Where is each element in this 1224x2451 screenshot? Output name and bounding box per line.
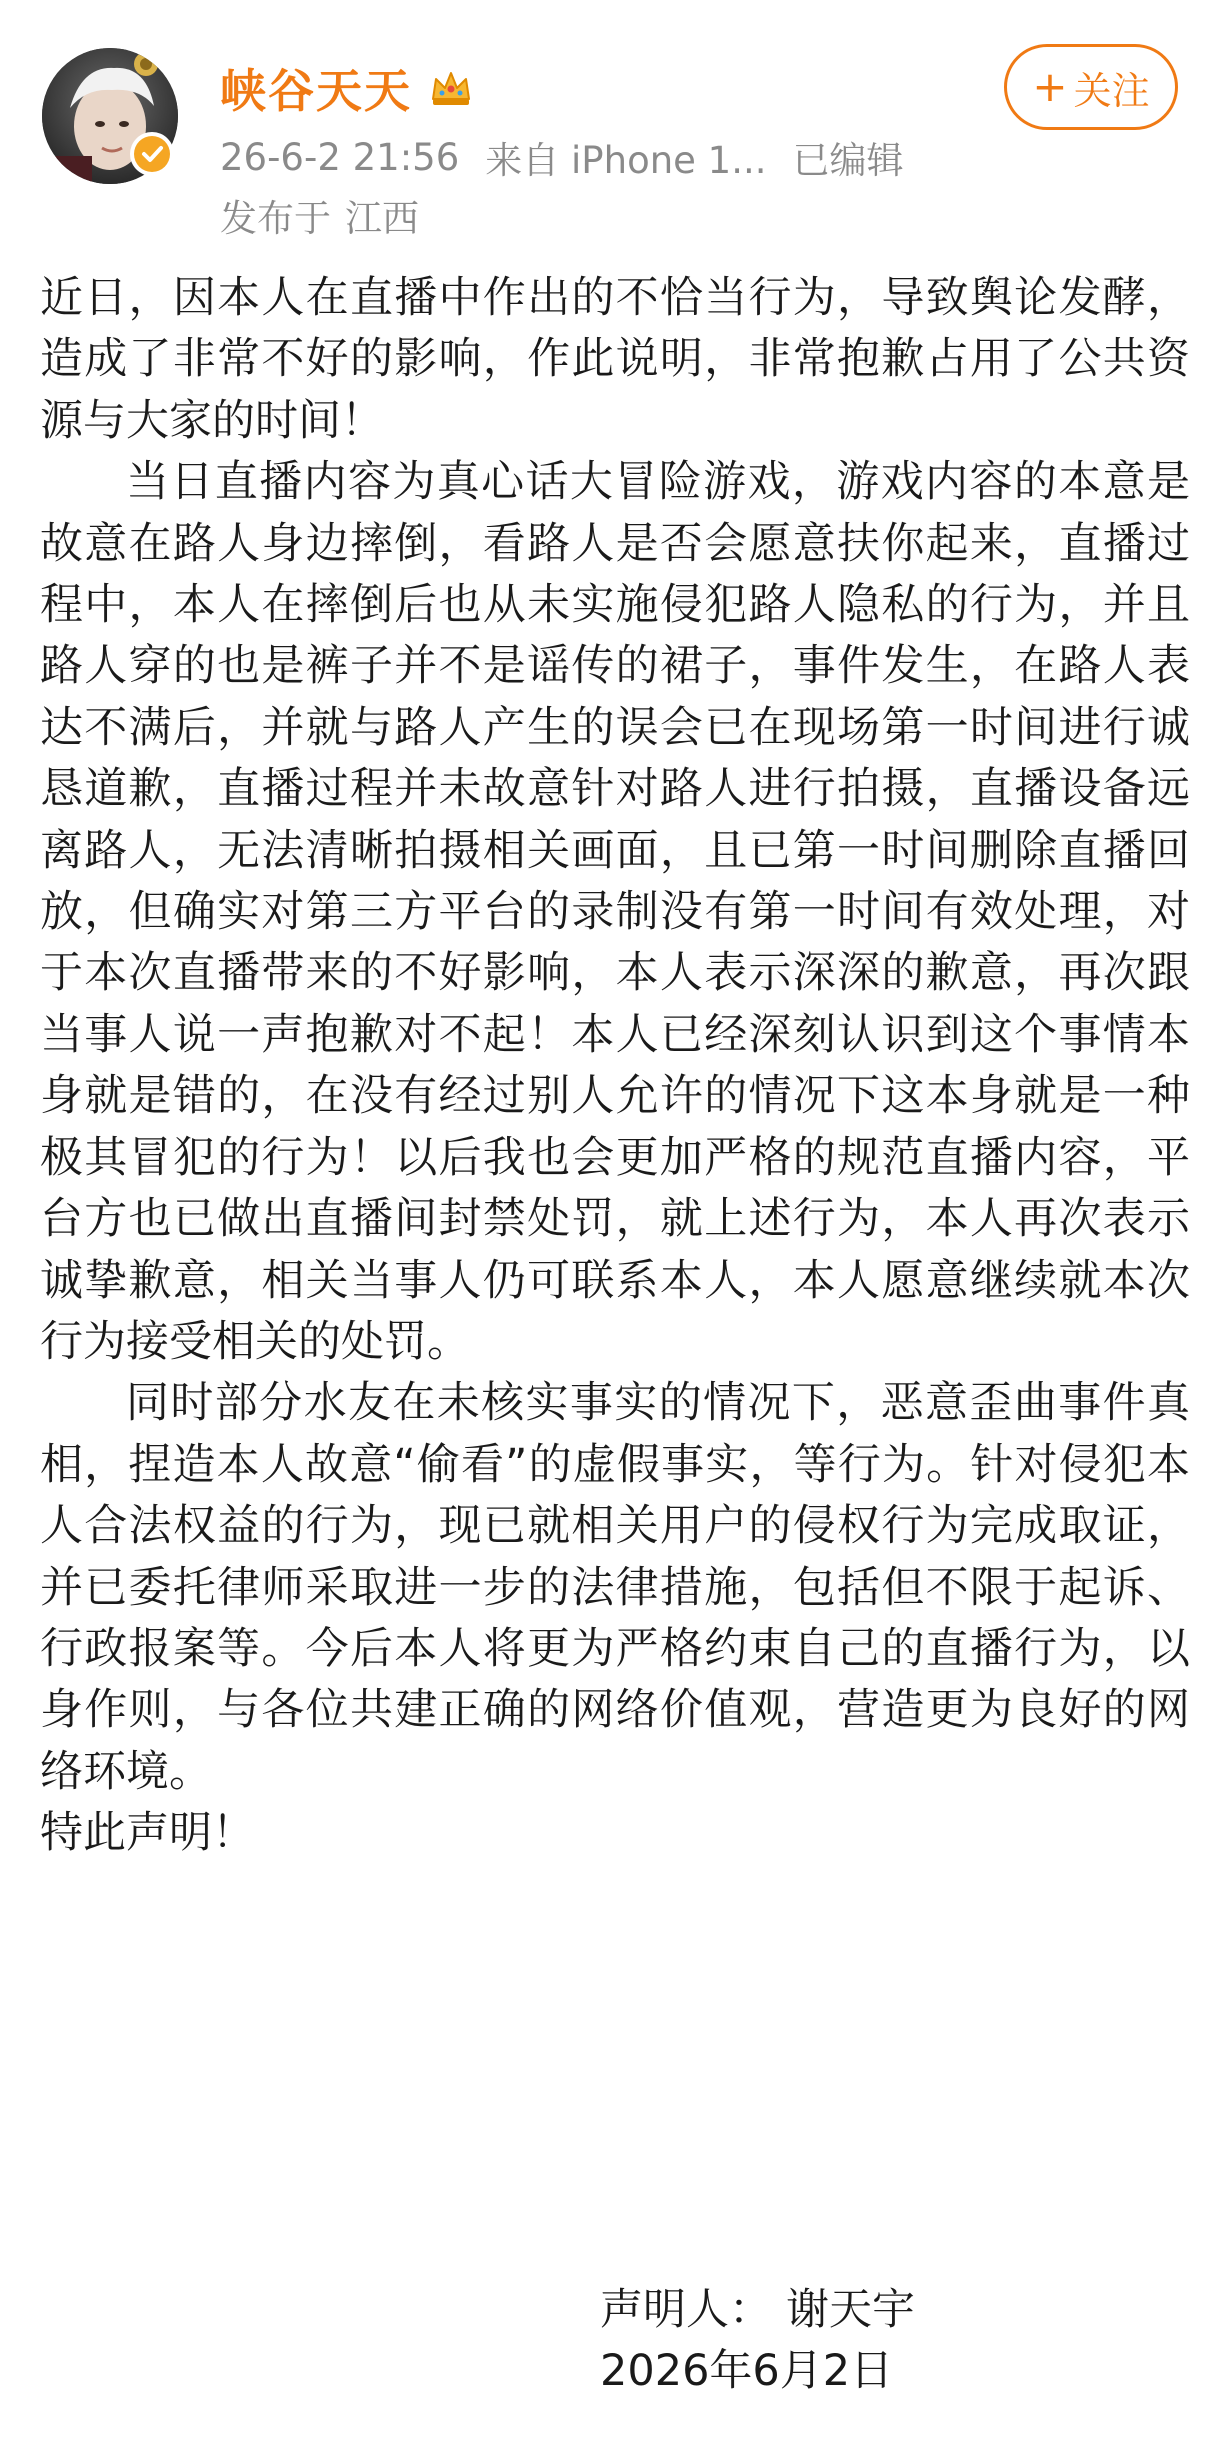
post-source[interactable]: 来自 iPhone 1...: [485, 139, 767, 182]
plus-icon: +: [1032, 62, 1068, 111]
location-label: 发布于: [220, 197, 331, 240]
verified-badge-icon: [130, 132, 174, 176]
follow-label: 关注: [1073, 68, 1150, 113]
statement-paragraph-3: 同时部分水友在未核实事实的情况下，恶意歪曲事件真相，捏造本人故意“偷看”的虚假事实，等行为。针对侵犯本人合法权益的行为，现已就相关用户的侵权行为完成取证，并已委托律师采取进一步的法律措施，包括但不限于起诉、行政报案等。今后本人将更为严格约束自己的直播行为，以身作则，与各位共建正确的网络价值观，营造更为良好的网络环境。: [40, 1378, 1190, 1797]
statement-paragraph-1: 近日，因本人在直播中作出的不恰当行为，导致舆论发酵，造成了非常不好的影响，作此说明，非常抱歉占用了公共资源与大家的时间！: [40, 273, 1190, 446]
statement-date: 2026年6月2日: [600, 2346, 894, 2397]
post-meta: [220, 132, 904, 182]
post-content: [40, 268, 1190, 1865]
username[interactable]: 峡谷天天: [220, 64, 412, 118]
location-value: 江西: [345, 197, 419, 240]
signer-name: 谢天宇: [786, 2285, 915, 2335]
crown-icon[interactable]: [428, 65, 474, 111]
post-timestamp: 26-6-2 21:56: [220, 135, 460, 179]
follow-button[interactable]: [1004, 44, 1178, 130]
signer-label: 声明人：: [600, 2285, 772, 2335]
username-row: [220, 52, 474, 124]
statement-closing: 特此声明！: [40, 1808, 255, 1859]
statement-signature: [600, 2280, 915, 2403]
edited-label[interactable]: 已编辑: [792, 139, 904, 182]
statement-paragraph-2: 当日直播内容为真心话大冒险游戏，游戏内容的本意是故意在路人身边摔倒，看路人是否会愿意扶你起来，直播过程中，本人在摔倒后也从未实施侵犯路人隐私的行为，并且路人穿的也是裤子并不是谣传的裙子，事件发生，在路人表达不满后，并就与路人产生的误会已在现场第一时间进行诚恳道歉，直播过程并未故意针对路人进行拍摄，直播设备远离路人，无法清晰拍摄相关画面，且已第一时间删除直播回放，但确实对第三方平台的录制没有第一时间有效处理，对于本次直播带来的不好影响，本人表示深深的歉意，再次跟当事人说一声抱歉对不起！本人已经深刻认识到这个事情本身就是错的，在没有经过别人允许的情况下这本身就是一种极其冒犯的行为！以后我也会更加严格的规范直播内容，平台方也已做出直播间封禁处罚，就上述行为，本人再次表示诚挚歉意，相关当事人仍可联系本人，本人愿意继续就本次行为接受相关的处罚。: [40, 457, 1190, 1367]
signer-line: [600, 2280, 915, 2341]
post-location: [220, 190, 419, 240]
